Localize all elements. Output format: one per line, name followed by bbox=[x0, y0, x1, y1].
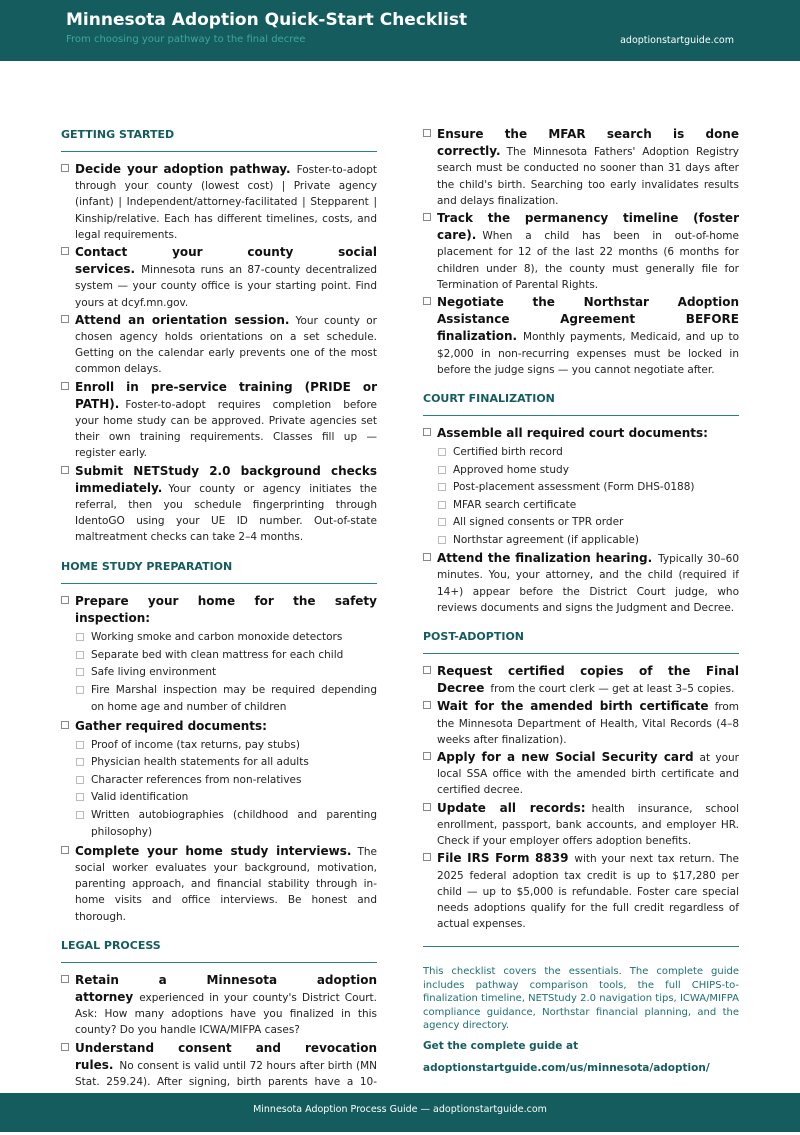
checkbox[interactable] bbox=[61, 466, 69, 474]
checkbox[interactable] bbox=[61, 247, 69, 255]
item-text: The Minnesota Fathers' Adoption Registry search must be conducted no sooner than 31 days after the child's birth. Searching too early invalidates results and delays finalization. bbox=[437, 146, 739, 207]
item-lead: Request certified copies of the Final Decree bbox=[437, 664, 739, 696]
checklist-item bbox=[61, 593, 377, 717]
item-text: at your local SSA office with the amended birth certificate and certified decree. bbox=[437, 752, 740, 797]
sub-item bbox=[423, 462, 739, 480]
item-lead: Ensure the MFAR search is done correctly. bbox=[437, 127, 739, 159]
sub-item bbox=[423, 479, 739, 497]
item-text: Typically 30–60 minutes. You, your attorney, and the child (required if 14+) appear before the District Court judge, who reviews documents and signs the Judgment and Decree. bbox=[437, 553, 740, 614]
divider bbox=[423, 946, 739, 947]
checkbox[interactable] bbox=[61, 975, 69, 983]
checkbox[interactable] bbox=[76, 811, 84, 819]
sub-checklist bbox=[423, 444, 739, 549]
checklist-item bbox=[61, 379, 377, 462]
sub-item-text: All signed consents or TPR order bbox=[453, 516, 624, 529]
checkbox[interactable] bbox=[423, 701, 431, 709]
item-lead: Retain a Minnesota adoption attorney bbox=[75, 972, 377, 1004]
checklist-item bbox=[423, 698, 739, 748]
checkbox[interactable] bbox=[76, 668, 84, 676]
right-sections bbox=[423, 390, 739, 932]
checklist-item bbox=[61, 843, 377, 925]
sub-item bbox=[423, 444, 739, 462]
item-text: No consent is valid until 72 hours after birth (MN Stat. 259.24). After signing, birth parents have a 10- bbox=[75, 1059, 377, 1089]
left-column bbox=[61, 126, 377, 1135]
cta-text: Get the complete guide at bbox=[423, 1039, 579, 1052]
checklist-item bbox=[423, 126, 739, 209]
sub-item bbox=[61, 754, 377, 772]
guide-note: This checklist covers the essentials. The complete guide includes pathway comparison tools, the full CHIPS-to-finalization timeline, NETStudy 2.0 navigation tips, ICWA/MIFPA compliance guidance, Northstar financial planning, and the agency directory. bbox=[423, 966, 739, 1032]
guide-link[interactable]: adoptionstartguide.com/us/minnesota/adoption/ bbox=[423, 1061, 710, 1074]
item-text: health insurance, school enrollment, passport, bank accounts, and employer HR. Check if your employer offers adoption benefits. bbox=[437, 802, 739, 848]
item-text: experienced in your county's District Court. Ask: How many adoptions have you finalized in this county? Do you handle ICWA/MIFPA cases? bbox=[75, 992, 377, 1037]
item-lead: Update all records: bbox=[437, 800, 586, 815]
sub-item-text: Approved home study bbox=[453, 463, 569, 476]
item-lead: Understand consent and revocation rules. bbox=[75, 1040, 377, 1072]
item-text: Foster-to-adopt through your county (lowest cost) | Private agency (infant) | Independent/attorney-facilitated | Stepparent | Kinship/relative. Each has different timelines, costs, and legal requirements. bbox=[75, 164, 377, 241]
sub-item-text: Written autobiographies (childhood and parenting philosophy) bbox=[91, 808, 377, 839]
item-text: from the Minnesota Department of Health, Vital Records (4–8 weeks after finalization). bbox=[437, 701, 739, 746]
section-title: COURT FINALIZATION bbox=[423, 390, 739, 416]
item-lead: Contact your county social services. bbox=[75, 245, 377, 277]
checkbox[interactable] bbox=[423, 752, 431, 760]
checklist-item bbox=[423, 294, 739, 378]
checkbox[interactable] bbox=[76, 793, 84, 801]
checkbox[interactable] bbox=[438, 466, 446, 474]
item-lead: Assemble all required court documents: bbox=[437, 426, 708, 441]
sub-item bbox=[61, 807, 377, 842]
checkbox[interactable] bbox=[76, 741, 84, 749]
checklist-item bbox=[423, 800, 739, 850]
checklist-item bbox=[61, 312, 377, 378]
sub-item bbox=[423, 532, 739, 550]
checkbox[interactable] bbox=[76, 651, 84, 659]
sub-item bbox=[423, 514, 739, 532]
page-subtitle: From choosing your pathway to the final decree bbox=[66, 34, 306, 45]
section-title: POST-ADOPTION bbox=[423, 628, 739, 654]
item-lead: Wait for the amended birth certificate bbox=[437, 699, 709, 714]
item-lead: Enroll in pre-service training (PRIDE or PATH). bbox=[75, 379, 377, 411]
checkbox[interactable] bbox=[76, 686, 84, 694]
checkbox[interactable] bbox=[423, 297, 431, 305]
sub-item-text: Character references from non-relatives bbox=[91, 773, 302, 786]
checkbox[interactable] bbox=[61, 1043, 69, 1051]
checkbox[interactable] bbox=[76, 776, 84, 784]
item-lead: Submit NETStudy 2.0 background checks immediately. bbox=[75, 463, 377, 495]
checklist-item bbox=[423, 210, 739, 293]
checkbox[interactable] bbox=[423, 803, 431, 811]
checklist-item bbox=[61, 972, 377, 1039]
sub-checklist bbox=[61, 629, 377, 717]
checklist-item bbox=[423, 749, 739, 799]
checkbox[interactable] bbox=[438, 518, 446, 526]
right-column bbox=[423, 126, 739, 1077]
checkbox[interactable] bbox=[423, 666, 431, 674]
checklist-item bbox=[423, 550, 739, 616]
checkbox[interactable] bbox=[423, 213, 431, 221]
checkbox[interactable] bbox=[61, 596, 69, 604]
page-title: Minnesota Adoption Quick-Start Checklist bbox=[66, 10, 468, 30]
item-lead: Attend an orientation session. bbox=[75, 312, 290, 327]
checkbox[interactable] bbox=[423, 853, 431, 861]
page-footer: Minnesota Adoption Process Guide — adoptionstartguide.com bbox=[0, 1093, 800, 1132]
sub-checklist bbox=[61, 737, 377, 842]
checklist-item bbox=[423, 850, 739, 932]
item-lead: Complete your home study interviews. bbox=[75, 843, 352, 858]
checkbox[interactable] bbox=[61, 846, 69, 854]
checkbox[interactable] bbox=[423, 553, 431, 561]
header-site-link[interactable]: adoptionstartguide.com bbox=[620, 35, 734, 46]
checkbox[interactable] bbox=[76, 758, 84, 766]
sub-item bbox=[61, 629, 377, 647]
sub-item-text: Valid identification bbox=[91, 791, 189, 804]
sub-item-text: Safe living environment bbox=[91, 666, 217, 679]
checkbox[interactable] bbox=[61, 315, 69, 323]
item-lead: Prepare your home for the safety inspection: bbox=[75, 593, 377, 625]
section-title: HOME STUDY PREPARATION bbox=[61, 558, 377, 584]
legal-process-continued bbox=[423, 126, 739, 378]
sub-item bbox=[61, 647, 377, 665]
item-text: The social worker evaluates your background, motivation, parenting approach, and financial stability through in-home visits and office interviews. Be honest and thorough. bbox=[75, 845, 377, 923]
sub-item-text: Northstar agreement (if applicable) bbox=[453, 533, 639, 546]
item-lead: Apply for a new Social Security card bbox=[437, 750, 694, 765]
sub-item bbox=[423, 497, 739, 515]
sub-item-text: Certified birth record bbox=[453, 446, 563, 459]
checkbox[interactable] bbox=[438, 483, 446, 491]
checkbox[interactable] bbox=[61, 164, 69, 172]
item-lead: Gather required documents: bbox=[75, 718, 267, 733]
item-text: Foster-to-adopt requires completion before your home study can be approved. Private agencies set their own training requirements. Classes fill up — register early. bbox=[75, 398, 377, 460]
checklist-item bbox=[61, 161, 377, 243]
sub-item-text: Post-placement assessment (Form DHS-0188) bbox=[453, 481, 695, 494]
item-lead: File IRS Form 8839 bbox=[437, 851, 569, 866]
item-text: Monthly payments, Medicaid, and up to $2,000 in non-recurring expenses must be locked in before the judge signs — you cannot negotiate after. bbox=[437, 331, 739, 376]
item-lead: Decide your adoption pathway. bbox=[75, 162, 291, 176]
checkbox[interactable] bbox=[423, 129, 431, 137]
sub-item bbox=[61, 682, 377, 717]
sub-item-text: Separate bed with clean mattress for each child bbox=[91, 648, 344, 661]
checklist-item bbox=[423, 663, 739, 697]
sub-item-text: Proof of income (tax returns, pay stubs) bbox=[91, 738, 300, 751]
sub-item bbox=[61, 737, 377, 755]
checkbox[interactable] bbox=[438, 501, 446, 509]
sub-item-text: Fire Marshal inspection may be required depending on home age and number of children bbox=[91, 683, 377, 714]
checklist-item bbox=[423, 425, 739, 549]
checkbox[interactable] bbox=[76, 633, 84, 641]
checkbox[interactable] bbox=[438, 448, 446, 456]
sub-item bbox=[61, 789, 377, 807]
item-text: Your county or chosen agency holds orientations on a set schedule. Getting on the calendar early prevents one of the most common delays. bbox=[75, 314, 377, 376]
item-text: from the court clerk — get at least 3–5 copies. bbox=[490, 683, 735, 696]
sub-item-text: Working smoke and carbon monoxide detectors bbox=[91, 631, 343, 644]
page-header bbox=[0, 0, 800, 61]
item-text: When a child has been in out-of-home placement for 12 of the last 22 months (6 months for children under 8), the county must generally file for Termination of Parental Rights. bbox=[437, 230, 739, 291]
checklist-section bbox=[423, 628, 739, 932]
sub-item-text: MFAR search certificate bbox=[453, 498, 577, 511]
checkbox[interactable] bbox=[438, 536, 446, 544]
sub-item-text: Physician health statements for all adults bbox=[91, 756, 309, 769]
item-text: Your county or agency initiates the referral, then you schedule fingerprinting through IdentoGO using your UE ID number. Out-of-state maltreatment checks can take 2–4 months. bbox=[75, 482, 377, 544]
checklist-item bbox=[61, 463, 377, 546]
checklist-item bbox=[61, 244, 377, 311]
checklist-section bbox=[423, 390, 739, 616]
checklist-section bbox=[61, 126, 377, 546]
checkbox[interactable] bbox=[61, 721, 69, 729]
item-text: with your next tax return. The 2025 federal adoption tax credit is up to $17,280 per child — up to $5,000 is refundable. Foster care special needs adoptions qualify for the full credit regardless of actual expenses. bbox=[437, 853, 739, 931]
item-lead: Attend the finalization hearing. bbox=[437, 551, 653, 566]
checkbox[interactable] bbox=[61, 382, 69, 390]
item-lead: Negotiate the Northstar Adoption Assistance Agreement BEFORE finalization. bbox=[437, 295, 739, 344]
checklist-item bbox=[61, 718, 377, 842]
sub-item bbox=[61, 772, 377, 790]
checkbox[interactable] bbox=[423, 428, 431, 436]
item-lead: Track the permanency timeline (foster care). bbox=[437, 211, 739, 243]
section-title: GETTING STARTED bbox=[61, 126, 377, 152]
checklist-section bbox=[61, 558, 377, 925]
sub-item bbox=[61, 664, 377, 682]
section-title: LEGAL PROCESS bbox=[61, 937, 377, 963]
item-text: Minnesota runs an 87-county decentralized system — your county office is your starting point. Find yours at dcyf.mn.gov. bbox=[75, 264, 377, 309]
